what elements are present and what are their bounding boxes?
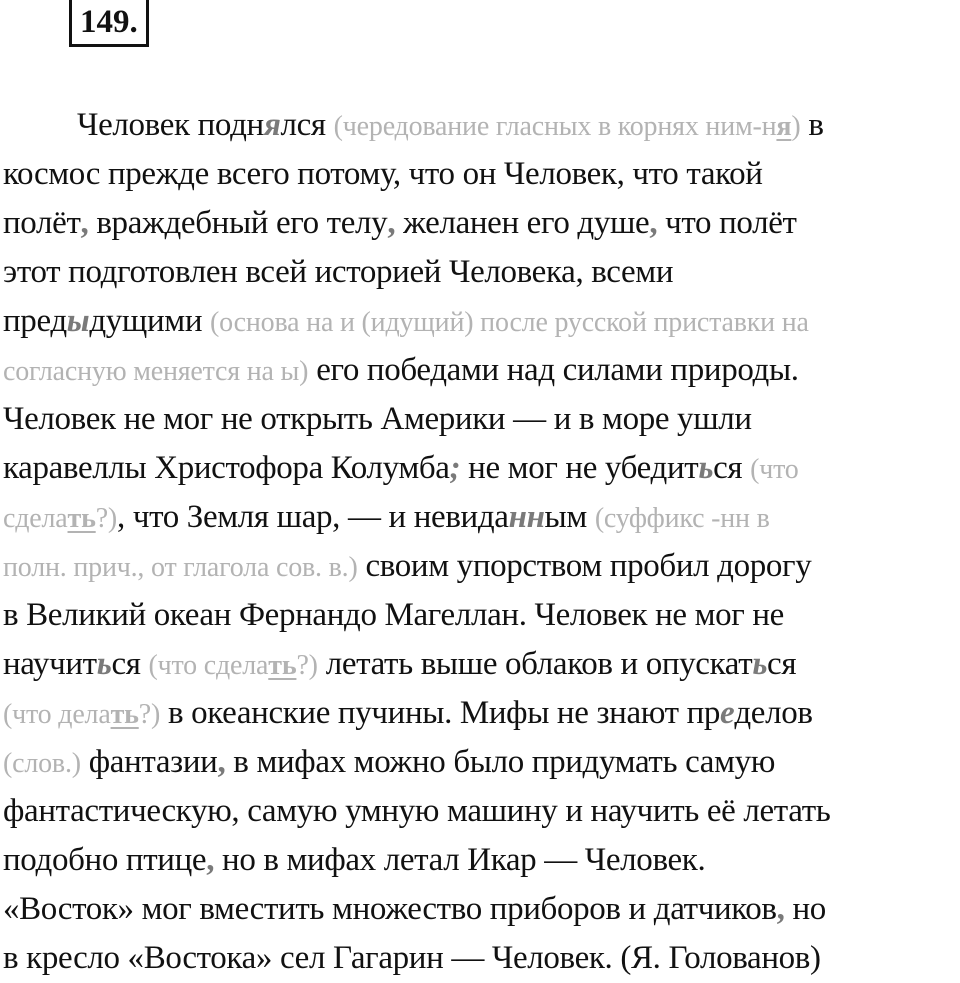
text-segment: фантазии — [80, 744, 218, 780]
text-line — [3, 199, 960, 248]
highlighted-letter: е — [720, 695, 735, 731]
text-segment: в океанские пучины. Мифы не знают пр — [160, 695, 721, 731]
grammar-note: полн. прич., от глагола сов. в.) — [3, 552, 358, 583]
exercise-number-box — [69, 0, 149, 47]
text-line — [3, 738, 960, 787]
text-line — [3, 101, 960, 150]
highlighted-punctuation: , — [80, 205, 89, 241]
text-segment: в Великий океан Фернандо Магеллан. Человек не мог не — [3, 597, 784, 633]
text-segment: не мог не убедит — [460, 450, 699, 486]
text-segment: в — [800, 107, 824, 143]
text-line — [3, 787, 960, 836]
text-segment: ся — [713, 450, 751, 486]
grammar-note: ?) — [296, 650, 318, 681]
text-segment: в кресло «Востока» сел Гагарин — Человек. (Я. Голованов) — [3, 940, 821, 976]
text-line — [3, 591, 960, 640]
highlighted-letter: ь — [698, 450, 714, 486]
text-segment: космос прежде всего потому, что он Человек, что такой — [3, 156, 763, 192]
text-segment: но — [784, 891, 826, 927]
underlined-ending: ть — [67, 503, 96, 534]
text-segment: , что Земля шар, — и невида — [117, 499, 509, 535]
grammar-note: (основа на и (идущий) после русской приставки на — [210, 307, 809, 338]
text-line — [3, 493, 960, 542]
highlighted-punctuation: , — [217, 744, 226, 780]
text-segment: своим упорством пробил дорогу — [357, 548, 812, 584]
text-segment: но в мифах летал Икар — Человек. — [214, 842, 706, 878]
text-segment: полёт — [3, 205, 81, 241]
highlighted-letter: нн — [508, 499, 545, 535]
text-segment: научит — [3, 646, 97, 682]
grammar-note — [776, 111, 791, 142]
grammar-note — [111, 699, 139, 730]
text-segment: ся — [111, 646, 149, 682]
text-line — [3, 885, 960, 934]
text-segment: его победами над силами природы. — [308, 352, 799, 388]
text-line — [3, 640, 960, 689]
grammar-note: согласную меняется на ы) — [3, 356, 309, 387]
grammar-note: ) — [791, 111, 801, 142]
grammar-note: (что — [750, 454, 799, 485]
grammar-note: ?) — [95, 503, 118, 534]
text-line — [3, 836, 960, 885]
grammar-note: (что дела — [3, 699, 111, 730]
text-line — [3, 689, 960, 738]
text-line — [3, 934, 960, 983]
grammar-note: (слов.) — [3, 748, 81, 779]
text-segment: подобно птице — [3, 842, 207, 878]
text-segment: дущими — [89, 303, 211, 339]
grammar-note: ?) — [138, 699, 161, 730]
highlighted-letter: ы — [66, 303, 90, 339]
grammar-note: (суффикс -нн в — [594, 503, 770, 534]
text-segment: Человек подн — [77, 107, 264, 143]
exercise-text — [3, 101, 960, 983]
grammar-note — [268, 650, 296, 681]
exercise-number: 149 — [80, 4, 130, 40]
highlighted-punctuation: , — [387, 205, 396, 241]
underlined-ending: я — [776, 111, 792, 142]
text-segment: фантастическую, самую умную машину и научить её летать — [3, 793, 831, 829]
grammar-note: сдела — [3, 503, 68, 534]
highlighted-letter: ь — [96, 646, 112, 682]
exercise-number-dot: . — [129, 4, 138, 40]
grammar-note — [68, 503, 96, 534]
text-segment: пред — [3, 303, 67, 339]
text-segment: каравеллы Христофора Колумба — [3, 450, 450, 486]
highlighted-letter: я — [263, 107, 281, 143]
grammar-note: (что сдела — [148, 650, 269, 681]
highlighted-letter: ; — [449, 450, 461, 486]
highlighted-punctuation: , — [649, 205, 658, 241]
grammar-note: (чередование гласных в корнях ним-н — [333, 111, 777, 142]
highlighted-punctuation: , — [206, 842, 215, 878]
text-segment: в мифах можно было придумать самую — [225, 744, 776, 780]
text-segment: враждебный его телу — [88, 205, 388, 241]
text-line — [3, 444, 960, 493]
highlighted-punctuation: , — [776, 891, 785, 927]
text-line — [3, 395, 960, 444]
text-line — [3, 297, 960, 346]
text-line — [3, 150, 960, 199]
text-line — [3, 542, 960, 591]
underlined-ending: ть — [268, 650, 297, 681]
text-segment: этот подготовлен всей историей Человека, всеми — [3, 254, 674, 290]
highlighted-letter: ь — [752, 646, 768, 682]
text-segment: ым — [544, 499, 595, 535]
underlined-ending: ть — [110, 699, 139, 730]
text-segment: летать выше облаков и опускат — [317, 646, 753, 682]
text-segment: Человек не мог не открыть Америки — и в море ушли — [3, 401, 752, 437]
text-segment: «Восток» мог вместить множество приборов и датчиков — [3, 891, 777, 927]
text-segment: желанен его душе — [395, 205, 650, 241]
text-line — [3, 248, 960, 297]
text-segment: что полёт — [657, 205, 797, 241]
text-segment: ся — [767, 646, 797, 682]
text-segment: делов — [734, 695, 813, 731]
text-segment: лся — [280, 107, 334, 143]
text-line — [3, 346, 960, 395]
